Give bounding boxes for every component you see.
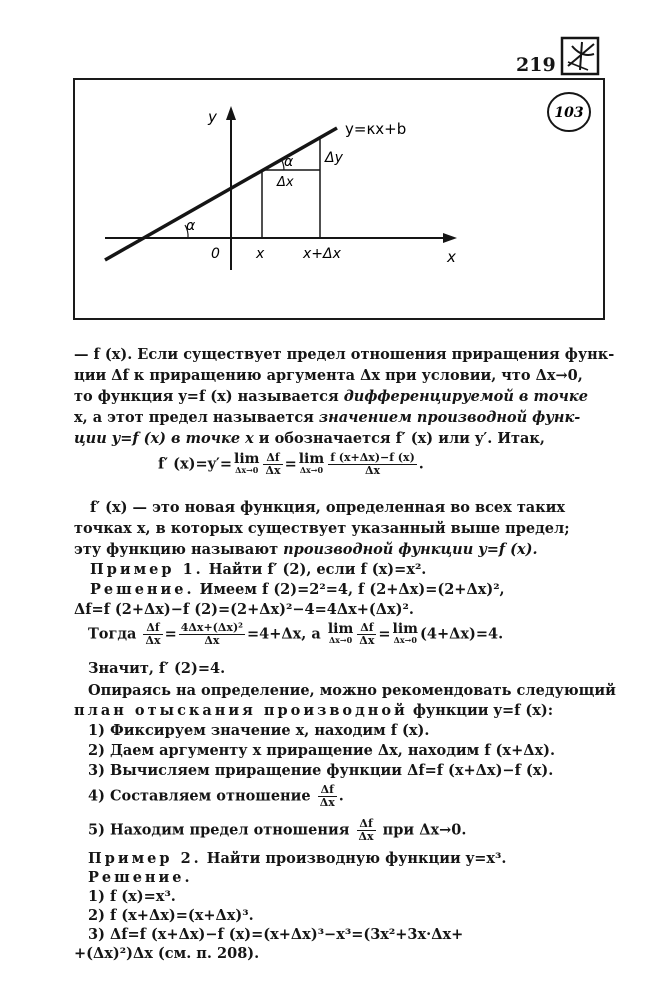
- plan-step-3: 3) Вычисляем приращение функции Δf=f (x+Δx)−f (x).: [88, 762, 554, 779]
- text-line: f′ (x) — это новая функция, определенная во всех таких: [90, 499, 566, 516]
- example-1-line: Пример 1. Найти f′ (2), если f (x)=x².: [90, 561, 427, 578]
- solution-2-step-3-cont: +(Δx)²)Δx (см. п. 208).: [74, 945, 260, 962]
- text-line: ции y=f (x) в точке x и обозначается f′ (x) или y′. Итак,: [74, 430, 545, 447]
- section-logo-icon: [560, 36, 600, 76]
- dx-label: Δx: [277, 175, 294, 190]
- text-line: x, а этот предел называется значением производной функ-: [74, 409, 581, 426]
- dy-label: Δy: [325, 150, 343, 166]
- x-tick-label: x: [256, 246, 265, 262]
- plan-step-1: 1) Фиксируем значение x, находим f (x).: [88, 722, 430, 739]
- solution-2-step-3: 3) Δf=f (x+Δx)−f (x)=(x+Δx)³−x³=(3x²+3x·Δx+: [88, 926, 464, 943]
- plan-step-2: 2) Даем аргументу x приращение Δx, находим f (x+Δx).: [88, 742, 556, 759]
- text-line: план отыскания производной функции y=f (x):: [74, 702, 554, 719]
- solution-2-step-1: 1) f (x)=x³.: [88, 888, 176, 905]
- text-line: Δf=f (2+Δx)−f (2)=(2+Δx)²−4=4Δx+(Δx)².: [74, 601, 414, 618]
- derivative-definition-formula: f′ (x)=y′= lim Δx→0 $\frac{\Delta f}{\Delta x}$ = lim Δx→0 $\frac{f (x+\Delta x)-f (x)}{\Delta x}$ .: [158, 450, 424, 477]
- text-line: эту функцию называют производной функции y=f (x).: [74, 541, 538, 558]
- tangent-line: [105, 128, 337, 260]
- text-line: Опираясь на определение, можно рекомендовать следующий: [88, 682, 616, 699]
- solution-line: Решение. Имеем f (2)=2²=4, f (2+Δx)=(2+Δx)²,: [90, 581, 505, 598]
- togda-formula: Тогда $\frac{\Delta f}{\Delta x}$ = $\frac{\text{4Δx+(Δx)²}}{\Delta x}$ =4+Δx, а lim Δx→0 $\frac{\Delta f}{\Delta x}$ = lim Δx→0 (4+Δx)=4.: [88, 620, 504, 647]
- text-line: Значит, f′ (2)=4.: [88, 660, 226, 677]
- alpha-right-label: α: [284, 154, 294, 170]
- x-dx-tick-label: x+Δx: [303, 246, 341, 262]
- text-line: ции Δf к приращению аргумента Δx при условии, что Δx→0,: [74, 367, 583, 384]
- tangent-figure: [73, 78, 605, 320]
- x-axis-label: x: [447, 248, 456, 266]
- solution-2-head: Решение.: [88, 869, 193, 886]
- origin-label: 0: [211, 246, 220, 262]
- x-axis-arrow-icon: [443, 233, 457, 243]
- plan-step-5: 5) Находим предел отношения $\frac{\Delta f}{\Delta x}$ при Δx→0.: [88, 817, 467, 843]
- alpha-left-label: α: [186, 218, 196, 234]
- text-line: — f (x). Если существует предел отношения приращения функ-: [74, 346, 615, 363]
- figure-number: 103: [554, 105, 584, 121]
- example-2-line: Пример 2. Найти производную функции y=x³.: [88, 850, 507, 867]
- text-line: точках x, в которых существует указанный выше предел;: [74, 520, 570, 537]
- y-axis-label: y: [208, 108, 217, 126]
- plan-step-4: 4) Составляем отношение $\frac{\Delta f}{\Delta x}$ .: [88, 783, 344, 809]
- page-number: 219: [516, 54, 556, 76]
- text-line: то функция y=f (x) называется дифференцируемой в точке: [74, 388, 588, 405]
- line-equation: y=κx+b: [345, 120, 407, 138]
- y-axis-arrow-icon: [226, 106, 236, 120]
- solution-2-step-2: 2) f (x+Δx)=(x+Δx)³.: [88, 907, 254, 924]
